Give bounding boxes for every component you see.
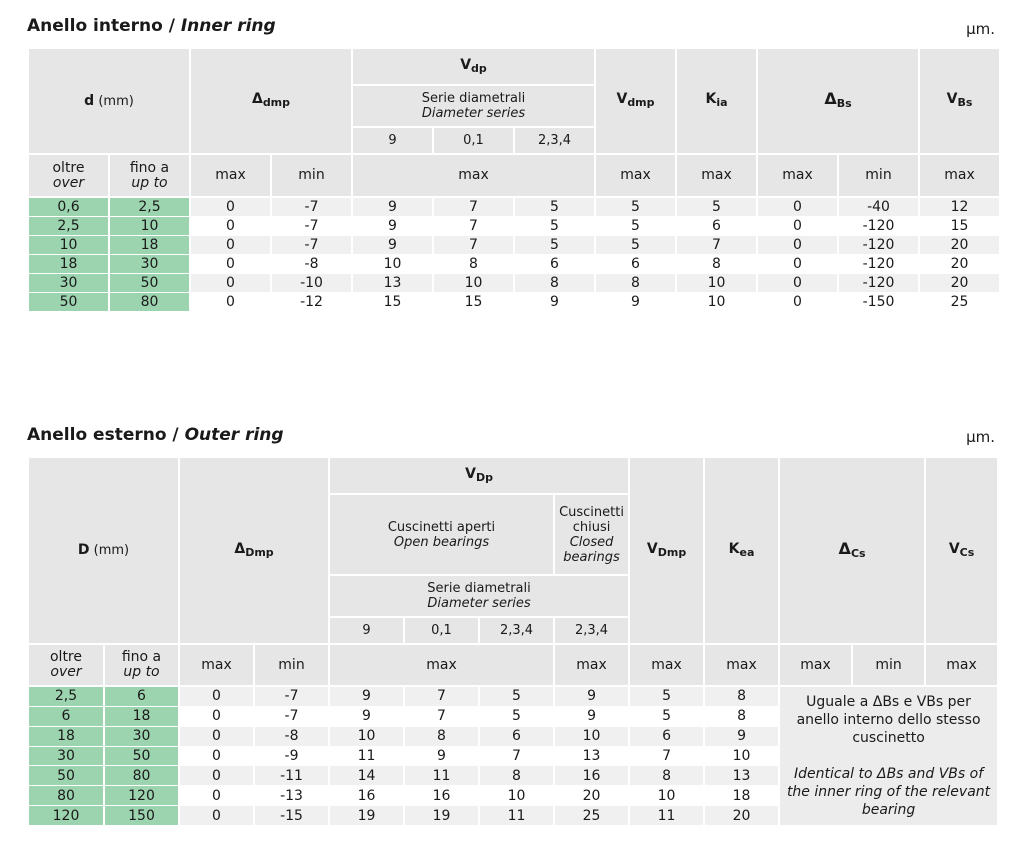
value-cell: 0 [179,746,254,766]
value-cell: 5 [479,706,554,726]
value-cell: 0 [757,274,838,293]
value-cell: -8 [271,255,352,274]
value-cell: 7 [404,706,479,726]
outer-kea-max: max [704,644,779,686]
range-cell: 150 [104,806,179,826]
value-cell: -120 [838,236,919,255]
value-cell: 5 [514,217,595,236]
value-cell: 6 [514,255,595,274]
value-cell: 16 [554,766,629,786]
range-cell: 2,5 [28,686,104,706]
value-cell: -10 [271,274,352,293]
inner-title-sep: / [162,16,181,36]
outer-title-sep: / [166,425,185,445]
value-cell: -11 [254,766,329,786]
value-cell: 19 [404,806,479,826]
inner-dmp-min: min [271,154,352,197]
value-cell: 0 [757,236,838,255]
value-cell: 20 [919,236,1000,255]
outer-vdp-header: $V_{Dp}$ [329,457,629,494]
value-cell: 10 [329,726,404,746]
inner-bs-max: max [757,154,838,197]
range-cell: 2,5 [109,197,190,217]
outer-d-header: D (mm) [28,457,179,644]
range-cell: 18 [104,706,179,726]
value-cell: 0 [179,726,254,746]
outer-dmp-max: max [179,644,254,686]
value-cell: 15 [352,293,433,312]
value-cell: 8 [704,706,779,726]
value-cell: -7 [271,197,352,217]
outer-series-header: Serie diametrali Diameter series [329,575,629,617]
table-row [28,197,1000,217]
inner-vdmp-max: max [595,154,676,197]
value-cell: 5 [479,686,554,706]
table-row [28,217,1000,236]
inner-ring-title [27,16,276,36]
value-cell: 9 [404,746,479,766]
range-cell: 120 [104,786,179,806]
value-cell: 9 [595,293,676,312]
range-cell: 10 [109,217,190,236]
range-cell: 10 [28,236,109,255]
value-cell: 9 [554,686,629,706]
value-cell: 0 [190,293,271,312]
value-cell: -150 [838,293,919,312]
value-cell: 10 [479,786,554,806]
value-cell: -9 [254,746,329,766]
value-cell: 9 [352,217,433,236]
value-cell: 8 [629,766,704,786]
range-cell: 18 [109,236,190,255]
value-cell: 15 [919,217,1000,236]
value-cell: -13 [254,786,329,806]
inner-dmp-max: max [190,154,271,197]
value-cell: -7 [271,236,352,255]
outer-vdmp-max: max [629,644,704,686]
table-row [28,274,1000,293]
range-cell: 18 [28,726,104,746]
value-cell: 13 [352,274,433,293]
outer-closed-bearings-header: Cuscinetti chiusi Closed bearings [554,494,629,575]
value-cell: 16 [404,786,479,806]
value-cell: -8 [254,726,329,746]
value-cell: 8 [704,686,779,706]
value-cell: 0 [190,236,271,255]
value-cell: 8 [676,255,757,274]
value-cell: 0 [190,255,271,274]
outer-upto-header: fino a up to [104,644,179,686]
range-cell: 80 [104,766,179,786]
outer-kea-header: $K_{ea}$ [704,457,779,644]
value-cell: 16 [329,786,404,806]
outer-over-header: oltre over [28,644,104,686]
inner-series-9: 9 [352,127,433,154]
inner-title-it: Anello interno [27,16,163,36]
value-cell: 0 [179,806,254,826]
value-cell: -7 [254,686,329,706]
value-cell: 11 [629,806,704,826]
inner-series-234: 2,3,4 [514,127,595,154]
range-cell: 50 [104,746,179,766]
outer-note [779,686,998,826]
range-cell: 30 [104,726,179,746]
table-row [28,293,1000,312]
value-cell: 10 [704,746,779,766]
inner-title-en: Inner ring [180,16,276,36]
value-cell: 20 [554,786,629,806]
inner-table-body [28,197,1000,312]
range-cell: 50 [109,274,190,293]
value-cell: 13 [554,746,629,766]
value-cell: 0 [757,217,838,236]
value-cell: -120 [838,274,919,293]
value-cell: 13 [704,766,779,786]
value-cell: 6 [595,255,676,274]
value-cell: 9 [554,706,629,726]
value-cell: 0 [190,274,271,293]
value-cell: 0 [179,686,254,706]
range-cell: 30 [28,746,104,766]
value-cell: 10 [433,274,514,293]
inner-kia-max: max [676,154,757,197]
inner-vbs-max: max [919,154,1000,197]
value-cell: 9 [329,706,404,726]
inner-unit: µm. [966,20,995,38]
inner-series-header: Serie diametrali Diameter series [352,85,595,127]
value-cell: 6 [629,726,704,746]
outer-series-01: 0,1 [404,617,479,644]
inner-kia-header: $K_{ia}$ [676,48,757,154]
value-cell: -7 [271,217,352,236]
value-cell: 18 [704,786,779,806]
value-cell: 10 [676,293,757,312]
inner-bs-min: min [838,154,919,197]
value-cell: 5 [514,197,595,217]
range-cell: 6 [104,686,179,706]
value-cell: -40 [838,197,919,217]
value-cell: 10 [352,255,433,274]
outer-ring-title [27,425,284,445]
value-cell: 10 [629,786,704,806]
value-cell: 10 [554,726,629,746]
inner-over-header: oltre over [28,154,109,197]
value-cell: -120 [838,255,919,274]
range-cell: 80 [109,293,190,312]
outer-delta-dmp-header: $\Delta_{Dmp}$ [179,457,329,644]
outer-open-bearings-header: Cuscinetti aperti Open bearings [329,494,554,575]
range-cell: 2,5 [28,217,109,236]
inner-upto-header: fino a up to [109,154,190,197]
outer-series-234-closed: 2,3,4 [554,617,629,644]
value-cell: 9 [352,197,433,217]
value-cell: 6 [479,726,554,746]
value-cell: 5 [629,686,704,706]
value-cell: -120 [838,217,919,236]
value-cell: 19 [329,806,404,826]
value-cell: -15 [254,806,329,826]
outer-table-body [28,686,998,826]
range-cell: 30 [28,274,109,293]
value-cell: 0 [757,255,838,274]
value-cell: 8 [595,274,676,293]
value-cell: 7 [629,746,704,766]
outer-title-en: Outer ring [184,425,284,445]
inner-delta-dmp-header: $\Delta_{dmp}$ [190,48,352,154]
value-cell: 7 [433,236,514,255]
inner-d-header: d (mm) [28,48,190,154]
value-cell: 5 [595,217,676,236]
inner-series-01: 0,1 [433,127,514,154]
note-italian: Uguale a ΔBs e VBs per anello interno dello stesso cuscinetto [796,694,981,746]
value-cell: 6 [676,217,757,236]
value-cell: 0 [190,197,271,217]
range-cell: 18 [28,255,109,274]
value-cell: 0 [757,293,838,312]
value-cell: 9 [329,686,404,706]
outer-vcs-max: max [925,644,998,686]
value-cell: 9 [352,236,433,255]
outer-vdmp-header: $V_{Dmp}$ [629,457,704,644]
value-cell: 25 [554,806,629,826]
outer-title-it: Anello esterno [27,425,167,445]
value-cell: 8 [514,274,595,293]
value-cell: 7 [676,236,757,255]
value-cell: 8 [404,726,479,746]
outer-vcs-header: $V_{Cs}$ [925,457,998,644]
value-cell: 5 [676,197,757,217]
value-cell: 8 [433,255,514,274]
range-cell: 50 [28,766,104,786]
range-cell: 6 [28,706,104,726]
value-cell: 10 [676,274,757,293]
inner-delta-bs-header: $\Delta_{Bs}$ [757,48,919,154]
value-cell: 8 [479,766,554,786]
outer-ring-table [27,456,999,826]
inner-vdmp-header: $V_{dmp}$ [595,48,676,154]
note-english: Identical to ΔBs and VBs of the inner ring of the relevant bearing [786,766,991,818]
outer-vdp-open-max: max [329,644,554,686]
value-cell: 0 [190,217,271,236]
value-cell: 0 [179,786,254,806]
outer-series-234-open: 2,3,4 [479,617,554,644]
value-cell: 20 [919,274,1000,293]
range-cell: 50 [28,293,109,312]
table-row [28,236,1000,255]
inner-vdp-max: max [352,154,595,197]
value-cell: -7 [254,706,329,726]
outer-series-9: 9 [329,617,404,644]
inner-vbs-header: $V_{Bs}$ [919,48,1000,154]
value-cell: 7 [479,746,554,766]
value-cell: 9 [704,726,779,746]
value-cell: 11 [479,806,554,826]
value-cell: 15 [433,293,514,312]
range-cell: 80 [28,786,104,806]
outer-vdp-closed-max: max [554,644,629,686]
value-cell: 14 [329,766,404,786]
inner-ring-table [27,47,1001,312]
value-cell: 25 [919,293,1000,312]
value-cell: 5 [629,706,704,726]
value-cell: 7 [433,217,514,236]
value-cell: 11 [404,766,479,786]
value-cell: 0 [179,766,254,786]
outer-dmp-min: min [254,644,329,686]
value-cell: 7 [433,197,514,217]
value-cell: 9 [514,293,595,312]
value-cell: 0 [757,197,838,217]
value-cell: 12 [919,197,1000,217]
table-row [28,686,998,706]
value-cell: 11 [329,746,404,766]
value-cell: 7 [404,686,479,706]
outer-delta-cs-header: $\Delta_{Cs}$ [779,457,925,644]
table-row [28,255,1000,274]
range-cell: 0,6 [28,197,109,217]
range-cell: 30 [109,255,190,274]
inner-vdp-header: $V_{dp}$ [352,48,595,85]
value-cell: -12 [271,293,352,312]
value-cell: 20 [919,255,1000,274]
value-cell: 0 [179,706,254,726]
outer-unit: µm. [966,428,995,446]
outer-cs-min: min [852,644,925,686]
value-cell: 20 [704,806,779,826]
outer-cs-max: max [779,644,852,686]
range-cell: 120 [28,806,104,826]
value-cell: 5 [595,197,676,217]
value-cell: 5 [595,236,676,255]
value-cell: 5 [514,236,595,255]
